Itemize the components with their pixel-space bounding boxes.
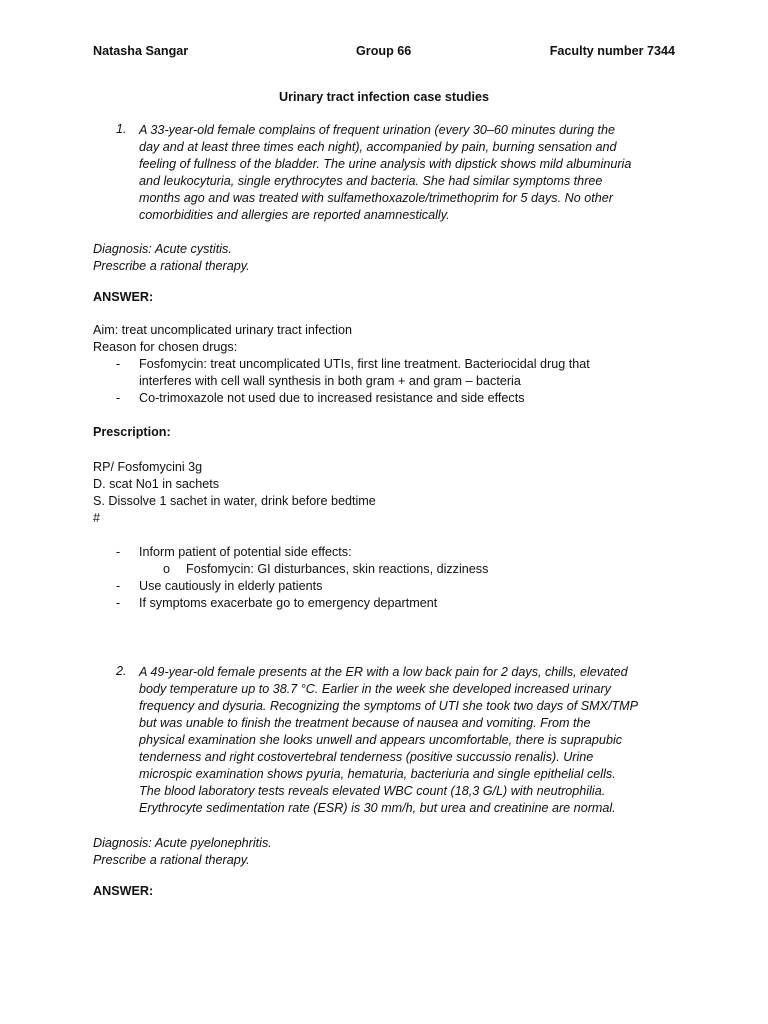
prescription-label: Prescription: [93,425,171,439]
group-number: Group 66 [356,44,412,58]
case-2-line: frequency and dysuria. Recognizing the symptoms of UTI she took two days of SMX/TMP [139,699,639,713]
rx-line: RP/ Fosfomycini 3g [93,460,203,474]
list-marker: - [116,545,121,559]
case-2-description [139,664,638,817]
list-item-text: Fosfomycin: GI disturbances, skin reactions, dizziness [186,562,489,576]
list-marker: o [163,562,171,576]
case-1-line: months ago and was treated with sulfamethoxazole/trimethoprim for 5 days. No other [139,191,613,205]
case-2-line: physical examination she looks unwell and appears uncomfortable, there is suprapubic [139,733,623,747]
answer-1-aim: Aim: treat uncomplicated urinary tract infection [93,323,352,337]
answer-2-heading: ANSWER: [93,884,154,898]
list-item-text: Co-trimoxazole not used due to increased resistance and side effects [139,391,525,405]
document-header [93,44,675,62]
list-marker: - [116,357,121,371]
list-marker: - [116,596,121,610]
faculty-number: Faculty number 7344 [549,44,675,58]
case-2-line: The blood laboratory tests reveals elevated WBC count (18,3 G/L) with neutrophilia. [139,784,606,798]
case-2-number: 2. [116,664,127,678]
prescription-block [93,459,376,527]
list-marker: - [116,391,121,405]
case-1-diagnosis: Diagnosis: Acute cystitis. [93,242,232,256]
rx-line: S. Dissolve 1 sachet in water, drink before bedtime [93,494,376,508]
case-1-line: feeling of fullness of the bladder. The urine analysis with dipstick shows mild albuminuria [139,157,632,171]
case-2-line: microspic examination shows pyuria, hematuria, bacteriuria and single epithelial cells. [139,767,616,781]
case-1-prescribe: Prescribe a rational therapy. [93,259,250,273]
answer-1-heading: ANSWER: [93,290,154,304]
case-1-line: comorbidities and allergies are reported anamnestically. [139,208,450,222]
case-2-diagnosis: Diagnosis: Acute pyelonephritis. [93,836,272,850]
list-item-text: Fosfomycin: treat uncomplicated UTIs, first line treatment. Bacteriocidal drug that [139,357,590,371]
list-item-text: interferes with cell wall synthesis in both gram + and gram – bacteria [139,374,521,388]
list-item-text: Use cautiously in elderly patients [139,579,323,593]
case-2-line: but was unable to finish the treatment because of nausea and vomiting. From the [139,716,591,730]
case-2-prescribe: Prescribe a rational therapy. [93,853,250,867]
case-1-line: day and at least three times each night), accompanied by pain, burning sensation and [139,140,617,154]
case-2-diagnosis-block [93,835,272,869]
list-item-text: If symptoms exacerbate go to emergency department [139,596,438,610]
case-2-line: body temperature up to 38.7 °C. Earlier in the week she developed increased urinary [139,682,611,696]
case-1-description [139,122,631,224]
case-2-line: A 49-year-old female presents at the ER with a low back pain for 2 days, chills, elevated [139,665,628,679]
answer-1-aim-block [93,322,352,356]
rx-line: D. scat No1 in sachets [93,477,219,491]
case-1-number: 1. [116,122,127,136]
rx-line: # [93,511,101,525]
student-name: Natasha Sangar [93,44,189,58]
list-item-text: Inform patient of potential side effects: [139,545,352,559]
case-1-line: and leukocyturia, single erythrocytes and bacteria. She had similar symptoms three [139,174,603,188]
case-2-line: tenderness and right costovertebral tenderness (positive succussio renalis). Urine [139,750,594,764]
list-marker: - [116,579,121,593]
answer-1-reason: Reason for chosen drugs: [93,340,238,354]
document-title: Urinary tract infection case studies [279,90,489,104]
case-2-line: Erythrocyte sedimentation rate (ESR) is 30 mm/h, but urea and creatinine are normal. [139,801,616,815]
case-1-line: A 33-year-old female complains of frequent urination (every 30–60 minutes during the [139,123,616,137]
case-1-diagnosis-block [93,241,250,275]
